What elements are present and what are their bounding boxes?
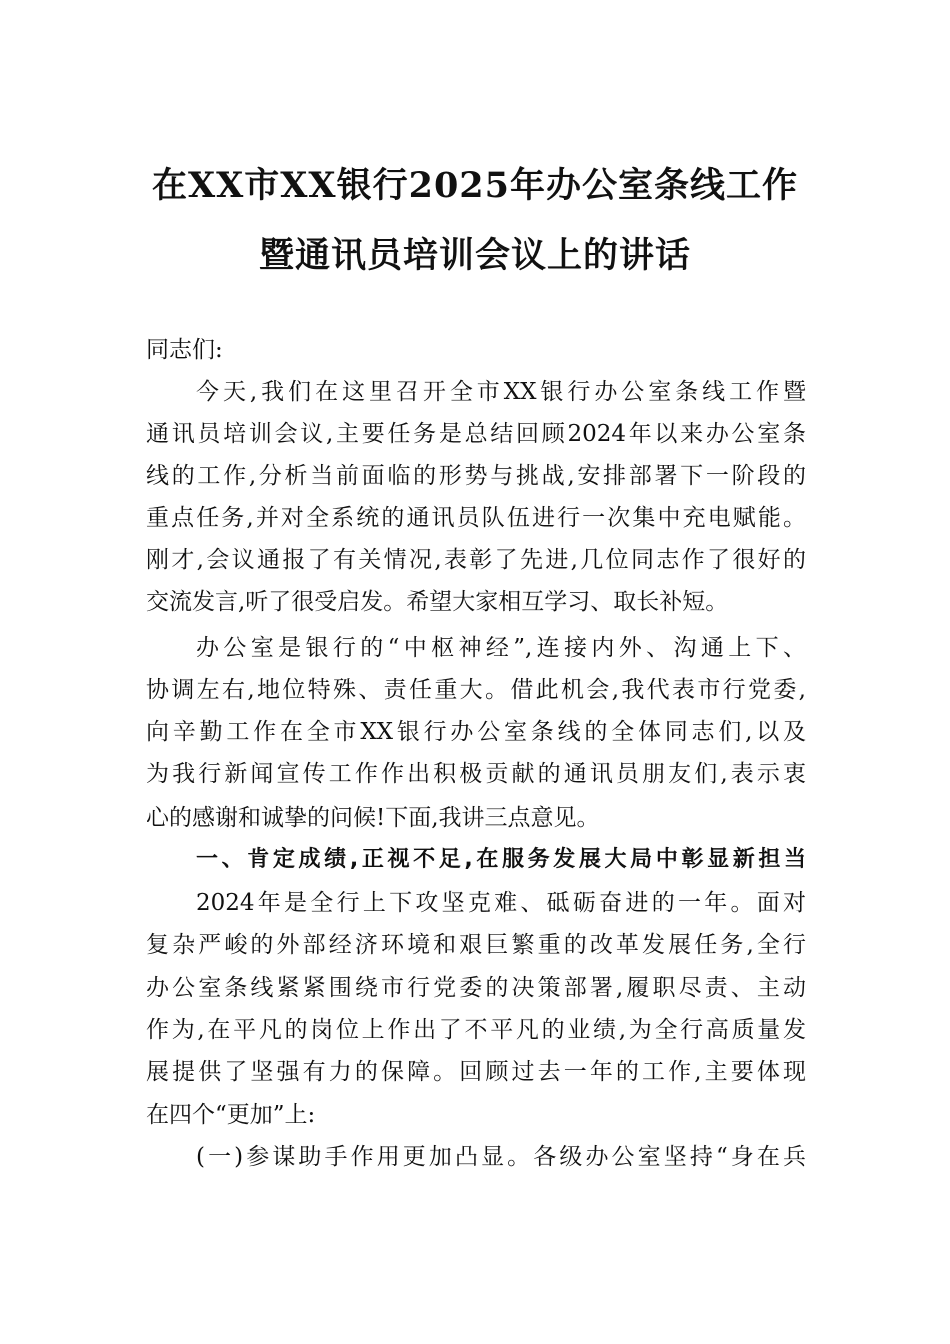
salutation: 同志们: (146, 337, 223, 363)
document-title-line-2: 暨通讯员培训会议上的讲话 (258, 235, 691, 276)
paragraph-line: 复杂严峻的外部经济环境和艰巨繁重的改革发展任务,全行 (146, 932, 806, 958)
paragraph-line: 办公室条线紧紧围绕市行党委的决策部署,履职尽责、主动 (146, 975, 806, 1001)
document-title-line-1: 在XX市XX银行2025年办公室条线工作 (151, 165, 799, 206)
paragraph-line: 展提供了坚强有力的保障。回顾过去一年的工作,主要体现 (146, 1059, 806, 1085)
paragraph-line: 交流发言,听了很受启发。希望大家相互学习、取长补短。 (146, 589, 729, 615)
paragraph-line: 心的感谢和诚挚的问候!下面,我讲三点意见。 (146, 805, 600, 831)
paragraph-line: 重点任务,并对全系统的通讯员队伍进行一次集中充电赋能。 (146, 505, 806, 531)
paragraph-line: 今天,我们在这里召开全市XX银行办公室条线工作暨 (196, 379, 806, 405)
paragraph-line: 线的工作,分析当前面临的形势与挑战,安排部署下一阶段的 (146, 463, 806, 489)
paragraph-line: 协调左右,地位特殊、责任重大。借此机会,我代表市行党委, (146, 677, 806, 703)
paragraph-line: 为我行新闻宣传工作作出积极贡献的通讯员朋友们,表示衷 (146, 761, 806, 787)
paragraph-line: (一)参谋助手作用更加凸显。各级办公室坚持“身在兵 (196, 1144, 806, 1170)
paragraph-line: 办公室是银行的“中枢神经”,连接内外、沟通上下、 (196, 635, 806, 661)
paragraph-line: 刚才,会议通报了有关情况,表彰了先进,几位同志作了很好的 (146, 547, 806, 573)
section-heading: 一、肯定成绩,正视不足,在服务发展大局中彰显新担当 (196, 847, 806, 872)
paragraph-line: 在四个“更加”上: (146, 1102, 316, 1128)
paragraph-line: 通讯员培训会议,主要任务是总结回顾2024年以来办公室条 (146, 421, 806, 447)
paragraph-line: 向辛勤工作在全市XX银行办公室条线的全体同志们,以及 (146, 719, 806, 745)
paragraph-line: 作为,在平凡的岗位上作出了不平凡的业绩,为全行高质量发 (146, 1017, 806, 1043)
paragraph-line: 2024年是全行上下攻坚克难、砥砺奋进的一年。面对 (196, 890, 806, 916)
